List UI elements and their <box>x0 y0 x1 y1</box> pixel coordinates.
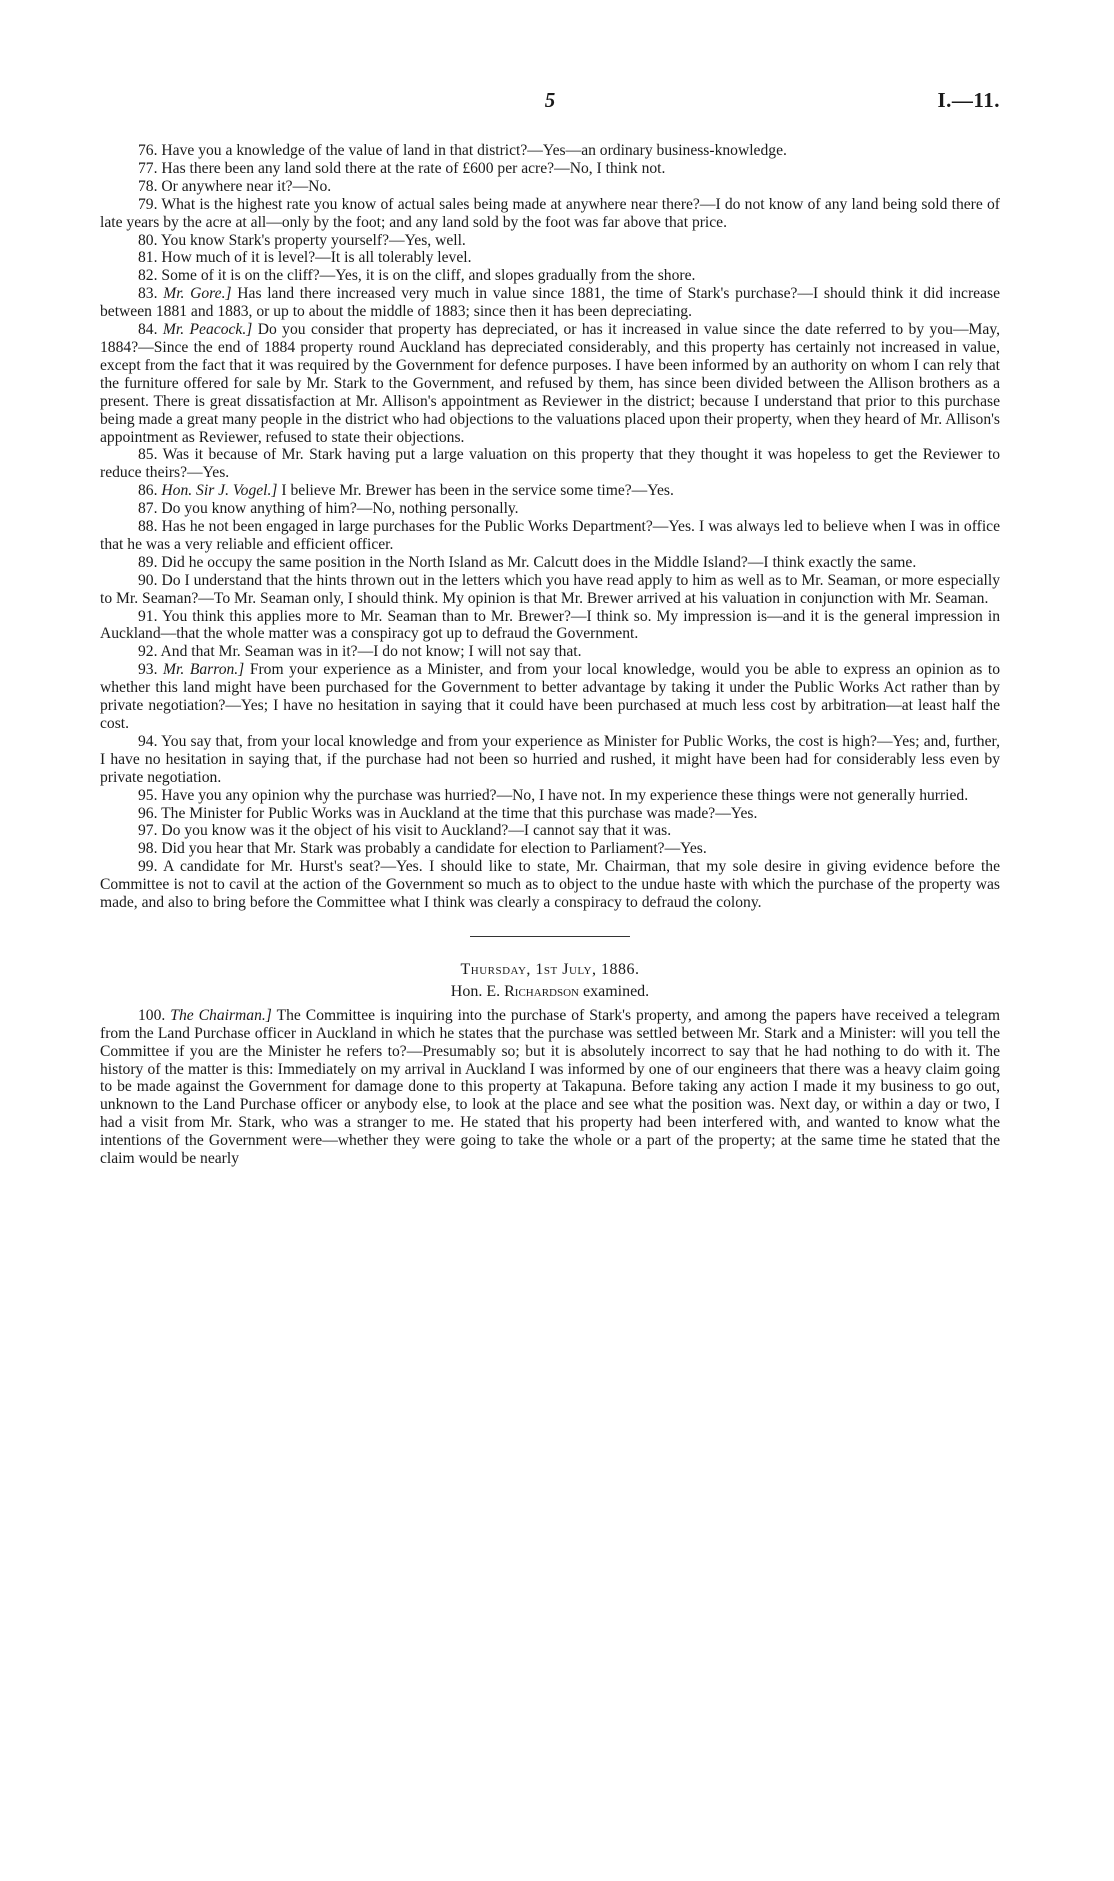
question-paragraph <box>100 500 1000 518</box>
question-text: Do I understand that the hints thrown out in the letters which you have read apply to him as well as to Mr. Seaman, or more especially to Mr. Seaman?—To Mr. Seaman only, I should think. My opinion is that Mr. Brewer arrived at his valuation in conjunction with Mr. Seaman. <box>100 571 1000 607</box>
question-paragraph <box>100 1007 1000 1168</box>
question-text: Did he occupy the same position in the North Island as Mr. Calcutt does in the Middle Island?—I think exactly the same. <box>161 553 917 571</box>
question-number: 95. <box>138 786 158 804</box>
question-number: 93. <box>138 661 158 679</box>
question-text: Have you any opinion why the purchase was hurried?—No, I have not. In my experience these things were not generally hurried. <box>161 786 969 804</box>
page-number: 5 <box>544 88 556 112</box>
section-date: Thursday, 1st July, 1886. <box>460 960 640 978</box>
question-text: How much of it is level?—It is all tolerably level. <box>161 249 472 267</box>
question-number: 78. <box>138 177 158 195</box>
question-text: Or anywhere near it?—No. <box>161 177 332 195</box>
question-paragraph <box>100 572 1000 608</box>
question-text: Has land there increased very much in value since 1881, the time of Stark's purchase?—I should think it did increase between 1881 and 1883, or up to about the middle of 1883; since then it has been depreciating. <box>100 285 1001 321</box>
evidence-paragraphs <box>100 142 1000 912</box>
question-text: Do you consider that property has depreciated, or has it increased in value since the date referred to by you—May, 1884?—Since the end of 1884 property round Auckland has depreciated considerably, and this property has certainly not increased in value, except from the fact that it was required by the Government for defence purposes. I have been informed by an authority on whom I can rely that the furniture offered for sale by Mr. Stark to the Government, and refused by them, has since been divided between the Allison brothers as a present. There is great dissatisfaction at Mr. Allison's appointment as Reviewer in the district; because I understand that prior to this purchase being made a great many people in the district who had objections to the valuations placed upon their property, when they heard of Mr. Allison's appointment as Reviewer, refused to state their objections. <box>100 321 1001 446</box>
question-number: 92. <box>138 643 158 661</box>
question-number: 84. <box>138 321 158 339</box>
page-header <box>100 88 1000 118</box>
witness-name: E. Richardson <box>486 982 579 1000</box>
speaker-name: Hon. Sir J. Vogel.] <box>161 482 278 500</box>
question-text: You know Stark's property yourself?—Yes, well. <box>160 231 466 249</box>
question-text: Has there been any land sold there at the rate of £600 per acre?—No, I think not. <box>161 159 666 177</box>
question-paragraph <box>100 608 1000 644</box>
question-text: Did you hear that Mr. Stark was probably a candidate for election to Parliament?—Yes. <box>161 840 707 858</box>
question-text: A candidate for Mr. Hurst's seat?—Yes. I should like to state, Mr. Chairman, that my sole desire in giving evidence before the Committee is not to cavil at the action of the Government so much as to object to the undue haste with which the purchase of the property was made, and also to bring before the Committee what I think was clearly a conspiracy to defraud the colony. <box>100 858 1000 912</box>
question-number: 87. <box>138 500 158 518</box>
question-number: 83. <box>138 285 158 303</box>
speaker-name: Mr. Gore.] <box>163 285 232 303</box>
question-text: Was it because of Mr. Stark having put a large valuation on this property that they thought it was hopeless to get the Reviewer to reduce theirs?—Yes. <box>100 446 1000 482</box>
question-paragraph <box>100 178 1000 196</box>
question-text: The Committee is inquiring into the purchase of Stark's property, and among the papers have received a telegram from the Land Purchase officer in Auckland in which he states that the purchase was settled between Mr. Stark and a Minister: will you tell the Committee if you are the Minister he refers to?—Presumably so; but it is absolutely incorrect to say that he had nothing to do with it. The history of the matter is this: Immediately on my arrival in Auckland I was informed by one of our engineers that there was a heavy claim going to be made against the Government for damage done to this property at Takapuna. Before taking any action I made it my business to go out, unknown to the Land Purchase officer or anybody else, to look at the place and see what the position was. Next day, or within a day or two, I had a visit from Mr. Stark, who was a stranger to me. He stated that his property had been interfered with, and wanted to know what the intentions of the Government were—whether they were going to take the whole or a part of the property; at the same time he stated that the claim would be nearly <box>100 1006 1000 1168</box>
question-paragraph <box>100 840 1000 858</box>
question-paragraph <box>100 805 1000 823</box>
question-paragraph <box>100 446 1000 482</box>
question-text: You think this applies more to Mr. Seaman than to Mr. Brewer?—I think so. My impression is—and it is the general impression in Auckland—that the whole matter was a conspiracy got up to defraud the Government. <box>100 607 1000 643</box>
question-text: The Minister for Public Works was in Auckland at the time that this purchase was made?—Yes. <box>161 804 758 822</box>
question-number: 88. <box>138 518 158 536</box>
speaker-name: Mr. Peacock.] <box>162 321 253 339</box>
document-reference: I.—11. <box>937 88 1000 112</box>
question-text: Do you know was it the object of his visit to Auckland?—I cannot say that it was. <box>161 822 672 840</box>
question-text: From your experience as a Minister, and from your local knowledge, would you be able to express an opinion as to whether this land might have been purchased for the Government to better advantage by taking it under the Public Works Act rather than by private negotiation?—Yes; I have no hesitation in saying that it could have been purchased at much less cost by arbitration—at least half the cost. <box>100 661 1000 732</box>
question-paragraph <box>100 196 1000 232</box>
body-text <box>100 142 1000 1168</box>
question-number: 80. <box>138 231 158 249</box>
question-number: 94. <box>138 732 158 750</box>
question-text: Some of it is on the cliff?—Yes, it is on the cliff, and slopes gradually from the shore. <box>161 267 696 285</box>
question-paragraph <box>100 142 1000 160</box>
question-number: 79. <box>138 195 158 213</box>
question-number: 81. <box>138 249 158 267</box>
question-number: 100. <box>138 1006 166 1024</box>
speaker-name: Mr. Barron.] <box>163 661 245 679</box>
question-number: 90. <box>138 571 158 589</box>
question-paragraph <box>100 518 1000 554</box>
question-text: What is the highest rate you know of actual sales being made at anywhere near there?—I do not know of any land being sold there of late years by the acre at all—only by the foot; and any land sold by the foot was far above that price. <box>100 195 1000 231</box>
question-number: 99. <box>138 858 158 876</box>
question-paragraph <box>100 858 1000 912</box>
question-number: 85. <box>138 446 158 464</box>
question-paragraph <box>100 249 1000 267</box>
question-text: And that Mr. Seaman was in it?—I do not know; I will not say that. <box>160 643 582 661</box>
question-paragraph <box>100 267 1000 285</box>
question-paragraph <box>100 822 1000 840</box>
question-number: 91. <box>138 607 158 625</box>
section-divider <box>470 936 630 937</box>
question-text: Have you a knowledge of the value of land in that district?—Yes—an ordinary business-knowledge. <box>161 142 787 159</box>
question-number: 76. <box>138 142 158 159</box>
question-number: 82. <box>138 267 158 285</box>
question-text: You say that, from your local knowledge and from your experience as Minister for Public Works, the cost is high?—Yes; and, further, I have no hesitation in saying that, if the purchase had not been so hurried and rushed, it might have been had for considerably less even by private negotiation. <box>100 732 1000 786</box>
question-number: 77. <box>138 159 158 177</box>
section-witness <box>100 983 1000 1001</box>
speaker-name: The Chairman.] <box>170 1006 272 1024</box>
question-text: Do you know anything of him?—No, nothing personally. <box>161 500 519 518</box>
question-paragraph <box>100 661 1000 733</box>
witness-suffix: examined. <box>582 982 650 1000</box>
question-number: 98. <box>138 840 158 858</box>
question-paragraph <box>100 643 1000 661</box>
question-text: Has he not been engaged in large purchases for the Public Works Department?—Yes. I was always led to believe when I was in office that he was a very reliable and efficient officer. <box>100 518 1000 553</box>
question-paragraph <box>100 482 1000 500</box>
question-number: 89. <box>138 553 158 571</box>
question-paragraph <box>100 787 1000 805</box>
witness-prefix: Hon. <box>450 982 483 1000</box>
question-paragraph <box>100 554 1000 572</box>
question-number: 96. <box>138 804 158 822</box>
question-number: 97. <box>138 822 158 840</box>
question-paragraph <box>100 321 1000 446</box>
question-paragraph <box>100 285 1000 321</box>
question-paragraph <box>100 160 1000 178</box>
question-paragraph <box>100 733 1000 787</box>
evidence-paragraphs-second <box>100 1007 1000 1168</box>
question-text: I believe Mr. Brewer has been in the service some time?—Yes. <box>281 482 674 500</box>
question-paragraph <box>100 232 1000 250</box>
question-number: 86. <box>138 482 158 500</box>
